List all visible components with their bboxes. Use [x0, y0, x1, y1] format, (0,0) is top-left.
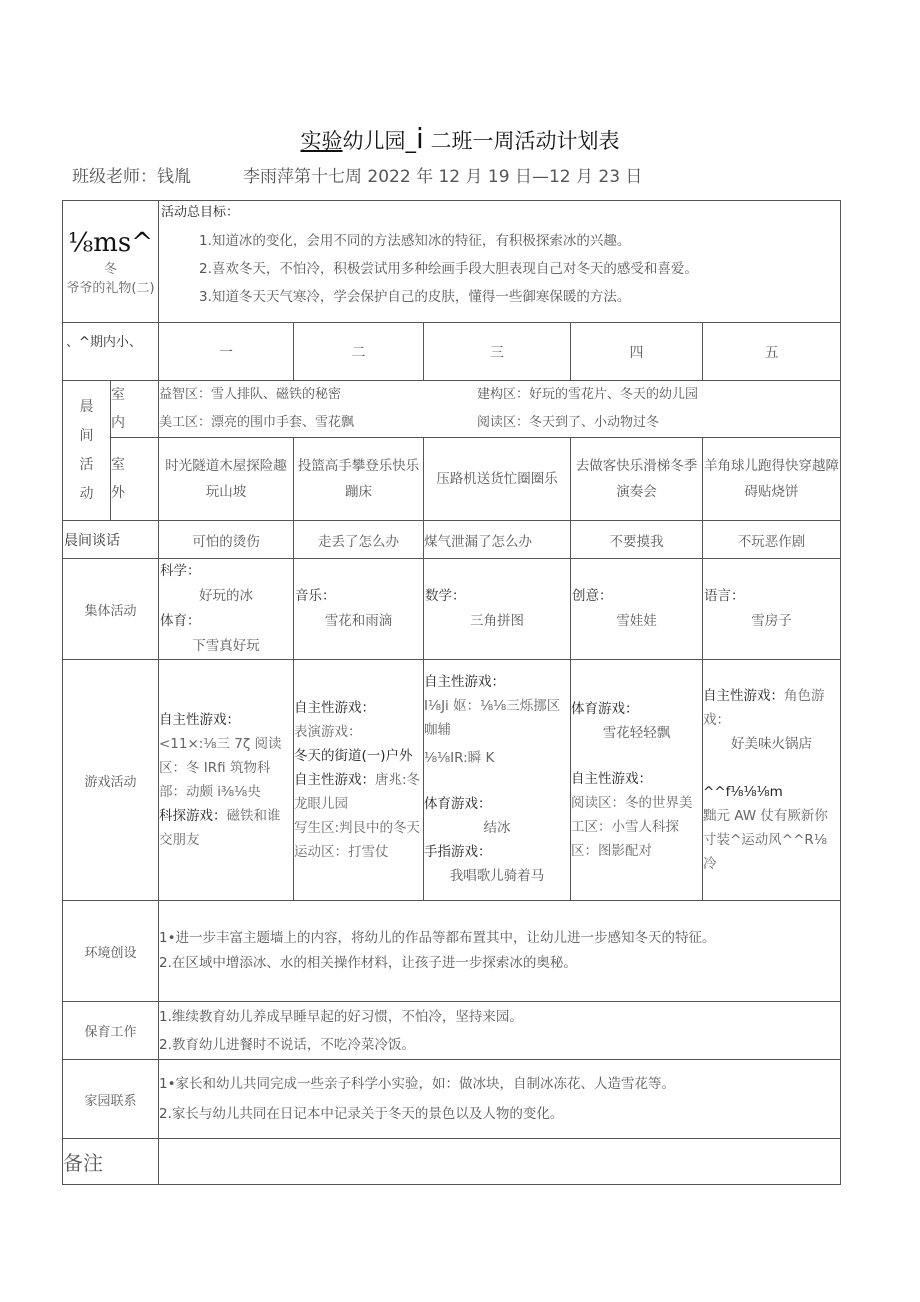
note-item: 1•进一步丰富主题墙上的内容，将幼儿的作品等都布置其中，让幼儿进一步感知冬天的特征。 [159, 930, 716, 946]
morning-talk-row [63, 521, 841, 559]
activity-name: 雪花和雨滴 [324, 613, 393, 629]
game-type: 自主性游戏： [571, 771, 652, 787]
day-header-thu: 四 [571, 323, 703, 381]
activity-name: 好玩的冰 [199, 588, 253, 604]
note-item: 2.在区域中增添冰、水的相关操作材料，让孩子进一步探索冰的奥秘。 [159, 955, 577, 971]
game-type: 自主性游戏： [294, 772, 375, 788]
label-char: 间 [79, 427, 94, 444]
talk-thu: 不要摸我 [571, 521, 703, 559]
title-underlined: 实验 [300, 129, 343, 153]
note-item: 1.维续教育幼儿养成早睡早起的好习惯，不怕冷，坚持来园。 [159, 1008, 523, 1025]
home-contact-label: 家园联系 [63, 1060, 159, 1139]
morning-indoor-row [63, 381, 841, 438]
games-wed [424, 660, 571, 901]
game-detail: ⅛⅛IR:瞬 K [424, 750, 495, 766]
label-char: 内 [111, 415, 125, 431]
group-activity-label: 集体活动 [63, 559, 159, 660]
talk-fri: 不玩恶作剧 [703, 521, 841, 559]
subject-label: 语言： [704, 588, 745, 604]
subject-label: 科学： [160, 563, 201, 579]
game-detail: 我唱歌儿骑着马 [449, 868, 545, 884]
environment-notes [159, 901, 841, 1002]
game-type: 自主性游戏： [159, 712, 240, 728]
indoor-area: 阅读区：冬天到了、小动物过冬 [477, 415, 660, 430]
outdoor-wed: 压路机送货忙圈圈乐 [424, 438, 571, 521]
game-type: ^^f⅛⅛⅛m [703, 784, 783, 800]
care-notes [159, 1002, 841, 1060]
note-item: 1•家长和幼儿共同完成一些亲子科学小实验，如：做冰块，自制冰冻花、人造雪花等。 [159, 1076, 676, 1092]
label-char: 室 [111, 387, 125, 403]
subtitle [72, 162, 642, 187]
games-tue [294, 660, 424, 901]
goals-row [63, 201, 841, 323]
game-detail: 角色游戏： [703, 688, 825, 728]
subject-label: 音乐： [295, 588, 336, 604]
activity-name: 下雪真好玩 [192, 638, 260, 654]
outdoor-label [111, 438, 159, 521]
subject-label: 体育： [160, 613, 201, 629]
talk-tue: 走丢了怎么办 [294, 521, 424, 559]
theme-cell [63, 201, 159, 323]
game-detail: 雪花轻轻飘 [602, 725, 671, 741]
game-detail: 磁铁和谁交朋友 [159, 808, 281, 848]
teacher-2: 李雨萍 [243, 167, 294, 187]
outdoor-mon: 时光隧道木屋探险趣玩山坡 [159, 438, 294, 521]
game-type: 体育游戏： [571, 701, 639, 717]
day-header-tue: 二 [294, 323, 424, 381]
game-type: 体育游戏： [424, 796, 492, 812]
game-detail: 写生区:判艮中的冬天 [294, 820, 421, 836]
remarks-value [159, 1139, 841, 1185]
outdoor-tue: 投篮高手攀登乐快乐蹦床 [294, 438, 424, 521]
environment-row [63, 901, 841, 1002]
morning-activity-label [63, 381, 111, 521]
title-part-2: 二班一周活动计划表 [423, 129, 620, 153]
label-char: 晨 [79, 398, 94, 415]
remarks-label: 备注 [63, 1139, 159, 1185]
indoor-area: 建构区：好玩的雪花片、冬天的幼儿园 [477, 387, 699, 402]
home-contact-notes [159, 1060, 841, 1139]
indoor-areas-cell [159, 381, 841, 438]
group-mon [159, 559, 294, 660]
games-fri [703, 660, 841, 901]
page-title [0, 122, 920, 155]
activity-name: 雪房子 [751, 613, 792, 629]
game-detail: 唐兆:冬龙眼儿园 [294, 772, 421, 812]
remarks-row [63, 1139, 841, 1185]
theme-title: 爷爷的礼物(二) [66, 280, 155, 296]
indoor-area: 益智区：雪人排队、磁铁的秘密 [159, 387, 342, 402]
goals-heading: 活动总目标： [161, 205, 240, 220]
game-activity-row [63, 660, 841, 901]
theme-suffix: 冬 [103, 261, 117, 277]
label-char: 活 [79, 456, 94, 473]
game-detail: I⅛Ji 妪：⅛⅛三烁挪区咖辅 [424, 698, 561, 738]
home-contact-row [63, 1060, 841, 1139]
games-thu [571, 660, 703, 901]
game-detail: 冬天的街道(一)户外 [294, 748, 413, 764]
indoor-label [111, 381, 159, 438]
note-item: 2.教育幼儿进餐时不说话，不吃冷菜冷饭。 [159, 1036, 415, 1053]
game-detail: 好美味火锅店 [731, 736, 813, 752]
game-detail: <11×:⅛三 7ζ 阅读区：冬 IRfi 筑物科部：动颇 i⅜⅛央 [159, 736, 282, 800]
goal-item: 3.知道冬天天气寒冷，学会保护自己的皮肤，懂得一些御寒保暖的方法。 [199, 289, 631, 305]
game-type: 自主性游戏： [703, 688, 784, 704]
games-mon [159, 660, 294, 901]
group-activity-row [63, 559, 841, 660]
care-row [63, 1002, 841, 1060]
talk-wed: 煤气泄漏了怎么办 [424, 521, 571, 559]
label-char: 外 [111, 485, 125, 501]
week-range: 第十七周 2022 年 12 月 19 日—12 月 23 日 [294, 167, 643, 187]
activity-name: 三角拼图 [470, 613, 524, 629]
environment-label: 环境创设 [63, 901, 159, 1002]
outdoor-thu: 去做客快乐滑梯冬季演奏会 [571, 438, 703, 521]
group-tue [294, 559, 424, 660]
game-detail: 阅读区：冬的世界美工区：小雪人科探区：图影配对 [571, 795, 693, 859]
group-thu [571, 559, 703, 660]
weekday-label: 、^期内小、 [63, 323, 159, 381]
activity-name: 雪娃娃 [616, 613, 657, 629]
game-detail: 表演游戏： [294, 724, 362, 740]
talk-mon: 可怕的烫伤 [159, 521, 294, 559]
subject-label: 数学： [425, 588, 466, 604]
game-type: 自主性游戏： [294, 700, 375, 716]
morning-outdoor-row [63, 438, 841, 521]
title-part-1: 幼儿园_ [342, 129, 417, 153]
game-type: 科探游戏： [159, 808, 227, 824]
day-header-fri: 五 [703, 323, 841, 381]
game-detail: 运动区：打雪仗 [294, 844, 389, 860]
goals-cell [159, 201, 841, 323]
label-char: 动 [79, 485, 94, 502]
group-fri [703, 559, 841, 660]
game-detail: 黜元 AW 仗有厥新你寸装^运动风^^R⅛冷 [703, 808, 828, 872]
indoor-area: 美工区：漂亮的围巾手套、雪花飘 [159, 415, 355, 430]
teachers-label: 班级老师：钱胤 [72, 167, 191, 187]
morning-talk-label: 晨间谈话 [63, 521, 159, 559]
subject-label: 创意： [572, 588, 613, 604]
day-header-mon: 一 [159, 323, 294, 381]
game-detail: 结冰 [483, 820, 511, 836]
text-cursor-glyph: i [416, 122, 424, 155]
goal-item: 2.喜欢冬天，不怕冷，积极尝试用多种绘画手段大胆表现自己对冬天的感受和喜爱。 [199, 261, 698, 277]
game-type: 手指游戏： [424, 844, 492, 860]
game-type: 自主性游戏： [424, 674, 505, 690]
note-item: 2.家长与幼儿共同在日记本中记录关于冬天的景色以及人物的变化。 [159, 1106, 564, 1122]
game-activity-label: 游戏活动 [63, 660, 159, 901]
weekday-row [63, 323, 841, 381]
group-wed [424, 559, 571, 660]
label-char: 室 [111, 457, 125, 473]
theme-garbled: ⅛ms^ [68, 227, 153, 258]
care-label: 保育工作 [63, 1002, 159, 1060]
day-header-wed: 三 [424, 323, 571, 381]
outdoor-fri: 羊角球儿跑得快穿越障碍贴烧饼 [703, 438, 841, 521]
goal-item: 1.知道冰的变化，会用不同的方法感知冰的特征，有积极探索冰的兴趣。 [199, 233, 631, 249]
weekly-plan-table [62, 200, 841, 1185]
